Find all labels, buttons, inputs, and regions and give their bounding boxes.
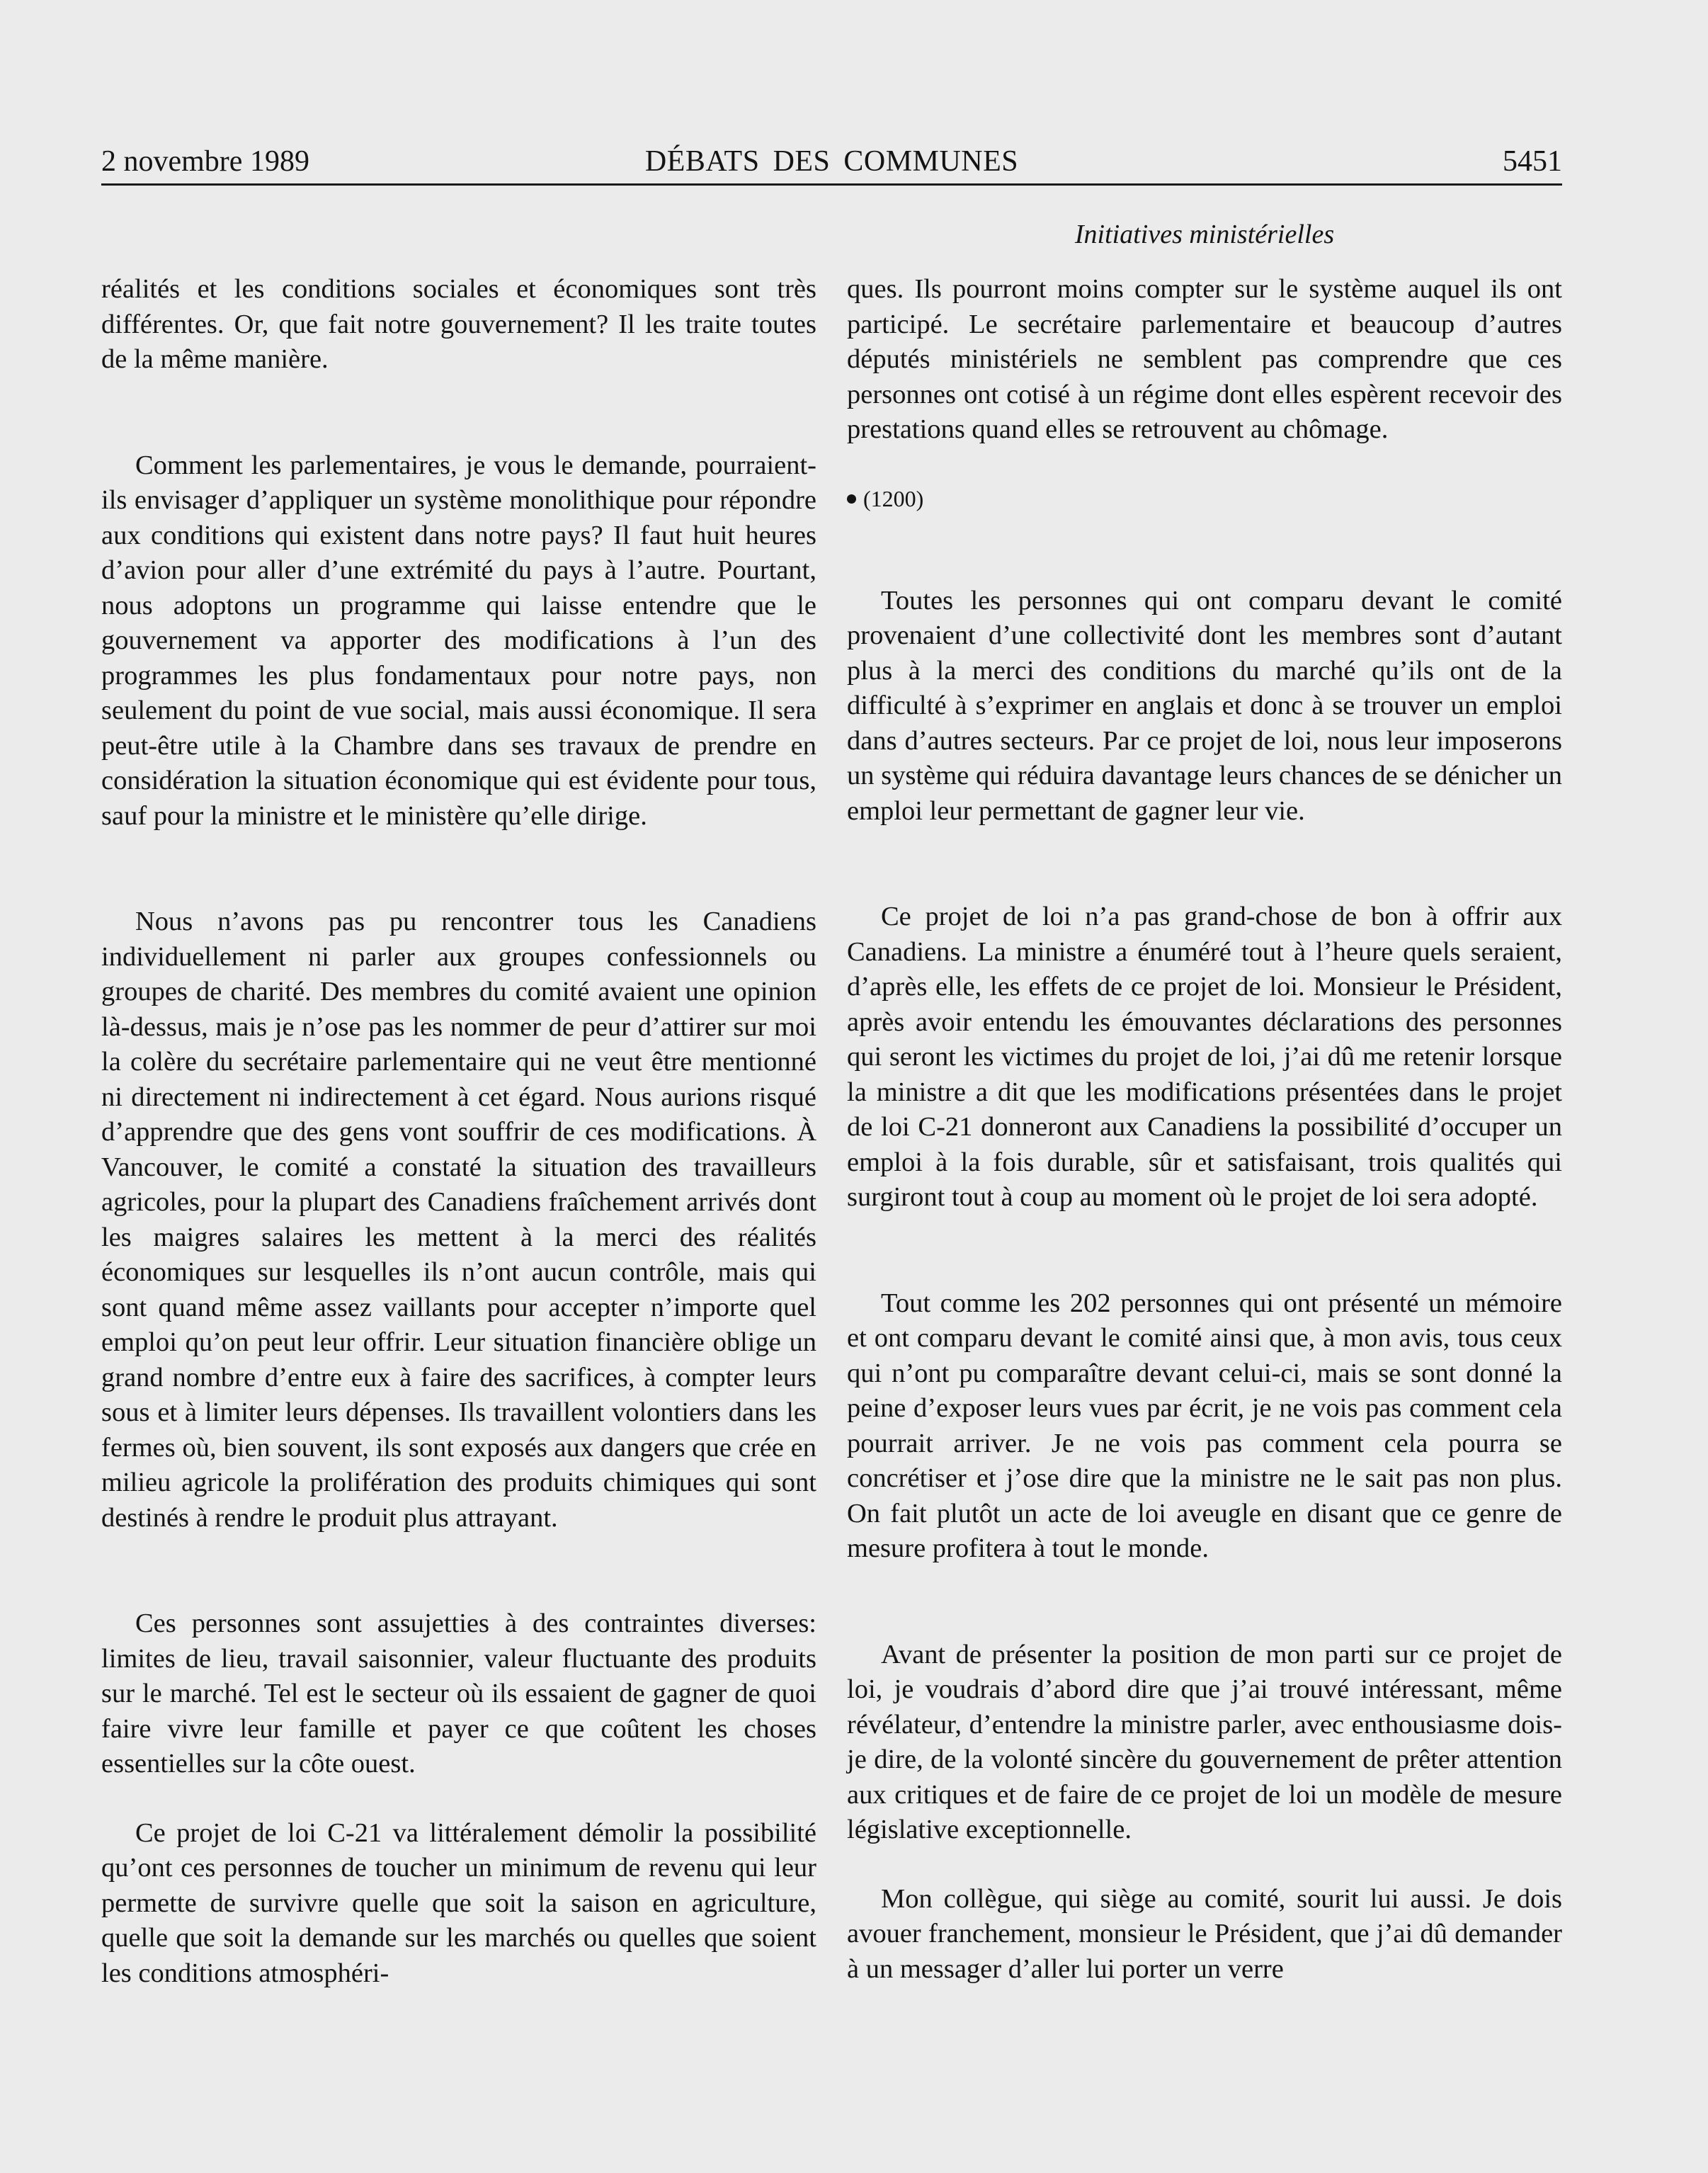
page-header <box>101 142 1562 181</box>
right-paragraph-6: Mon collègue, qui siège au comité, sourit lui aussi. Je dois avouer franchement, monsieur le Président, que j’ai dû demander à un messager d’aller lui porter un verre <box>847 1883 1562 1984</box>
left-paragraph-2: Comment les parlementaires, je vous le demande, pourraient-ils envisager d’appliquer un système monolithique pour répondre aux conditions qui existent dans notre pays? Il faut huit heures d’avion pour aller d’une extrémité du pays à l’autre. Pourtant, nous adoptons un programme qui laisse entendre que le gouvernement va apporter des modifications à l’un des programmes les plus fondamentaux pour notre pays, non seulement du point de vue social, mais aussi économique. Il sera peut-être utile à la Chambre dans ses travaux de prendre en considération la situation économique qui est évidente pour tous, sauf pour la ministre et le ministère qu’elle dirige. <box>101 450 816 831</box>
right-paragraph-3: Ce projet de loi n’a pas grand-chose de bon à offrir aux Canadiens. La ministre a énuméré tout à l’heure quels seraient, d’après elle, les effets de ce projet de loi. Monsieur le Président, après avoir entendu les émouvantes déclarations des personnes qui seront les victimes du projet de loi, j’ai dû me retenir lorsque la ministre a dit que les modifications présentées dans le projet de loi C-21 donneront aux Canadiens la possibilité d’occuper un emploi à la fois durable, sûr et satisfaisant, trois qualités qui surgiront tout à coup au moment où le projet de loi sera adopté. <box>847 902 1562 1212</box>
right-paragraph-1: ques. Ils pourront moins compter sur le système auquel ils ont participé. Le secrétaire parlementaire et beaucoup d’autres députés ministériels ne semblent pas comprendre que ces personnes ont cotisé à un régime dont elles espèrent recevoir des prestations quand elles se retrouvent au chômage. <box>847 274 1562 444</box>
header-date: 2 novembre 1989 <box>101 145 309 178</box>
left-paragraph-5: Ce projet de loi C-21 va littéralement démolir la possibilité qu’ont ces personnes de toucher un minimum de revenu qui leur permette de survivre quelle que soit la saison en agriculture, quelle que soit la demande sur les marchés ou quelles que soient les conditions atmosphéri- <box>101 1817 816 1988</box>
right-paragraph-2: Toutes les personnes qui ont comparu devant le comité provenaient d’une collectivité dont les membres sont d’autant plus à la merci des conditions du marché qu’ils ont de la difficulté à s’exprimer en anglais et donc à se trouver un emploi dans d’autres secteurs. Par ce projet de loi, nous leur imposerons un système qui réduira davantage leurs chances de se dénicher un emploi leur permettant de gagner leur vie. <box>847 585 1562 826</box>
left-paragraph-1: réalités et les conditions sociales et économiques sont très différentes. Or, que fait notre gouvernement? Il les traite toutes de la même manière. <box>101 274 816 374</box>
right-column <box>847 272 1562 1987</box>
header-title: DÉBATS DES COMMUNES <box>644 145 1019 178</box>
bullet-icon <box>847 494 856 504</box>
section-label: Initiatives ministérielles <box>1074 220 1335 249</box>
time-marker <box>847 484 1562 513</box>
right-paragraph-4: Tout comme les 202 personnes qui ont présenté un mémoire et ont comparu devant le comité ainsi que, à mon avis, tous ceux qui n’ont pu comparaître devant celui-ci, mais se sont donné la peine d’exposer leurs vues par écrit, je ne vois pas comment cela pourrait arriver. Je ne vois pas comment cela pourra se concrétiser et j’ose dire que la ministre ne le sait pas non plus. On fait plutôt un acte de loi aveugle en disant que ce genre de mesure profitera à tout le monde. <box>847 1288 1562 1563</box>
left-paragraph-4: Ces personnes sont assujetties à des contraintes diverses: limites de lieu, travail saisonnier, valeur fluctuante des produits sur le marché. Tel est le secteur où ils essaient de gagner de quoi faire vivre leur famille et payer ce que coûtent les choses essentielles sur la côte ouest. <box>101 1609 816 1778</box>
time-marker-text: (1200) <box>863 485 924 511</box>
left-paragraph-3: Nous n’avons pas pu rencontrer tous les Canadiens individuellement ni parler aux groupes confessionnels ou groupes de charité. Des membres du comité avaient une opinion là-dessus, mais je n’ose pas les nommer de peur d’attirer sur moi la colère du secrétaire parlementaire qui ne veut être mentionné ni directement ni indirectement à cet égard. Nous aurions risqué d’apprendre que des gens vont souffrir de ces modifications. À Vancouver, le comité a constaté la situation des travailleurs agricoles, pour la plupart des Canadiens fraîchement arrivés dont les maigres salaires les mettent à la merci des réalités économiques sur lesquelles ils n’ont aucun contrôle, mais qui sont quand même assez vaillants pour accepter n’importe quel emploi qu’on peut leur offrir. Leur situation financière oblige un grand nombre d’entre eux à faire des sacrifices, à compter leurs sous et à limiter leurs dépenses. Ils travaillent volontiers dans les fermes où, bien souvent, ils sont exposés aux dangers que crée en milieu agricole la prolifération des produits chimiques qui sont destinés à rendre le produit plus attrayant. <box>101 907 816 1533</box>
header-page-number: 5451 <box>1503 145 1562 178</box>
right-paragraph-5: Avant de présenter la position de mon parti sur ce projet de loi, je voudrais d’abord dire que j’ai trouvé intéressant, même révélateur, d’entendre la ministre parler, avec enthousiasme dois-je dire, de la volonté sincère du gouvernement de prêter attention aux critiques et de faire de ce projet de loi un modèle de mesure législative exceptionnelle. <box>847 1639 1562 1844</box>
left-column <box>101 272 816 1991</box>
header-rule <box>101 183 1562 186</box>
